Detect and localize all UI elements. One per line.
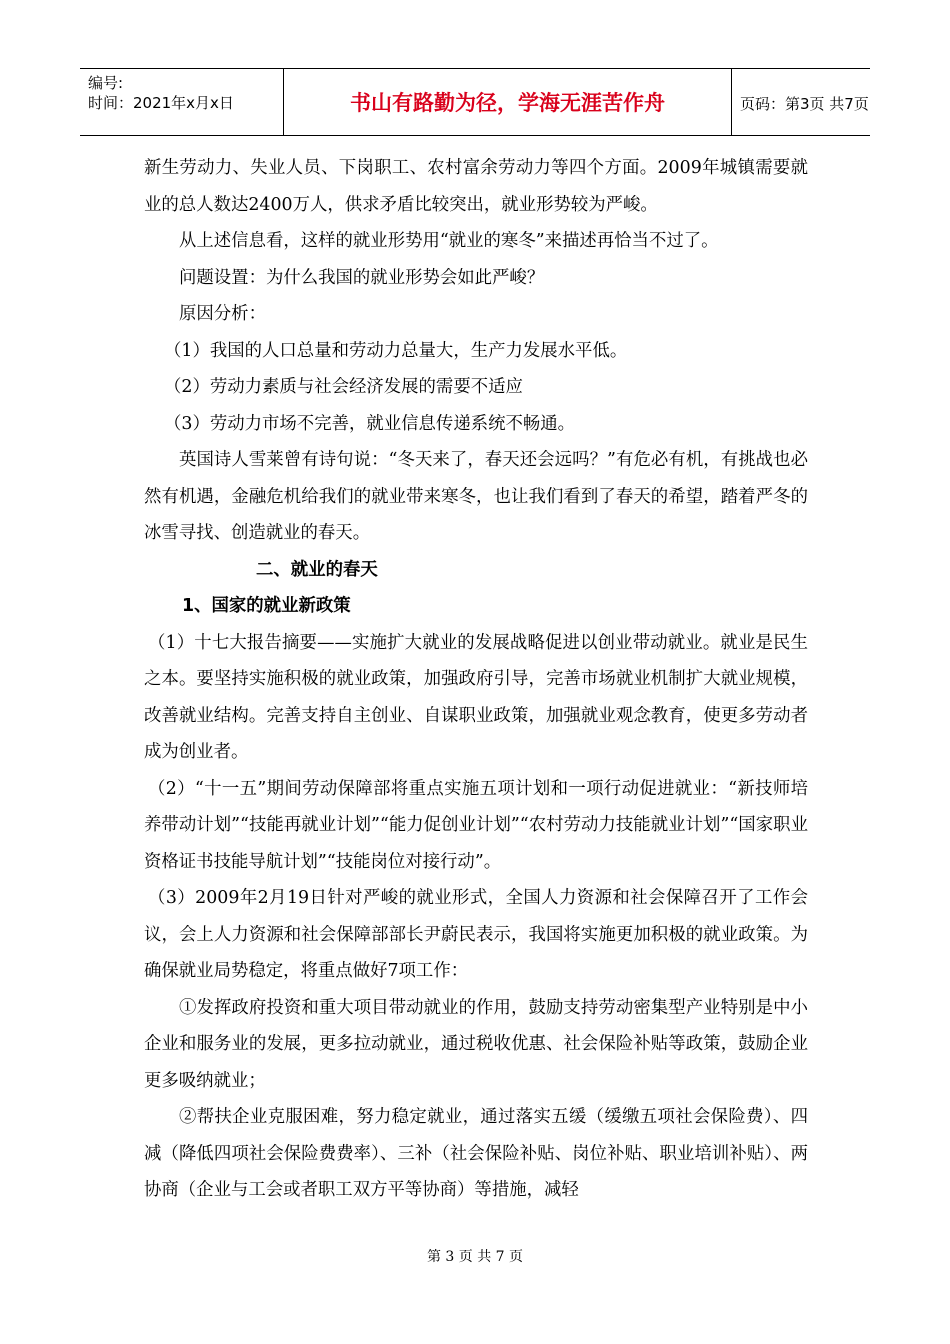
paragraph: （1）十七大报告摘要——实施扩大就业的发展战略促进以创业带动就业。就业是民生之本。要坚持实施积极的就业政策，加强政府引导，完善市场就业机制扩大就业规模，改善就业结构。完善支持自主创业、自谋职业政策，加强就业观念教育，使更多劳动者成为创业者。 [144, 632, 808, 762]
document-number-label: 编号: [88, 74, 124, 92]
subsection-heading: 1、国家的就业新政策 [182, 596, 351, 616]
paragraph: ①发挥政府投资和重大项目带动就业的作用，鼓励支持劳动密集型产业特别是中小企业和服务业的发展，更多拉动就业，通过税收优惠、社会保险补贴等政策，鼓励企业更多吸纳就业； [144, 997, 808, 1091]
paragraph: ②帮扶企业克服困难，努力稳定就业，通过落实五缓（缓缴五项社会保险费）、四减（降低四项社会保险费费率）、三补（社会保险补贴、岗位补贴、职业培训补贴）、两协商（企业与工会或者职工双方平等协商）等措施，减轻 [144, 1107, 808, 1200]
paragraph: 原因分析： [179, 304, 266, 324]
page-footer: 第 3 页 共 7 页 [426, 1249, 524, 1265]
paragraph: 英国诗人雪莱曾有诗句说：“冬天来了，春天还会远吗？”有危必有机，有挑战也必然有机遇，金融危机给我们的就业带来寒冬，也让我们看到了春天的希望，踏着严冬的冰雪寻找、创造就业的春天。 [144, 450, 808, 543]
document-body [144, 150, 808, 1209]
page-header [80, 68, 870, 136]
header-motto: 书山有路勤为径，学海无涯苦作舟 [284, 69, 732, 135]
paragraph: 问题设置：为什么我国的就业形势会如此严峻？ [179, 267, 545, 288]
list-item: （1）我国的人口总量和劳动力总量大，生产力发展水平低。 [164, 340, 628, 361]
header-meta [80, 69, 284, 135]
section-heading: 二、就业的春天 [256, 559, 378, 580]
paragraph: （3）2009年2月19日针对严峻的就业形式，全国人力资源和社会保障召开了工作会议，会上人力资源和社会保障部部长尹蔚民表示，我国将实施更加积极的就业政策。为确保就业局势稳定，将重点做好7项工作： [144, 888, 808, 981]
paragraph: 新生劳动力、失业人员、下岗职工、农村富余劳动力等四个方面。2009年城镇需要就业的总人数达2400万人，供求矛盾比较突出，就业形势较为严峻。 [144, 158, 808, 215]
header-page-number: 页码：第3页 共7页 [740, 94, 869, 113]
paragraph: 从上述信息看，这样的就业形势用“就业的寒冬”来描述再恰当不过了。 [179, 231, 719, 251]
list-item: （2）劳动力素质与社会经济发展的需要不适应 [164, 377, 523, 397]
list-item: （3）劳动力市场不完善，就业信息传递系统不畅通。 [164, 413, 576, 434]
document-date-label: 时间：2021年x月x日 [88, 94, 234, 112]
paragraph: （2）“十一五”期间劳动保障部将重点实施五项计划和一项行动促进就业：“新技师培养带动计划”“技能再就业计划”“能力促创业计划”“农村劳动力技能就业计划”“国家职业资格证书技能导航计划”“技能岗位对接行动”。 [144, 778, 808, 872]
